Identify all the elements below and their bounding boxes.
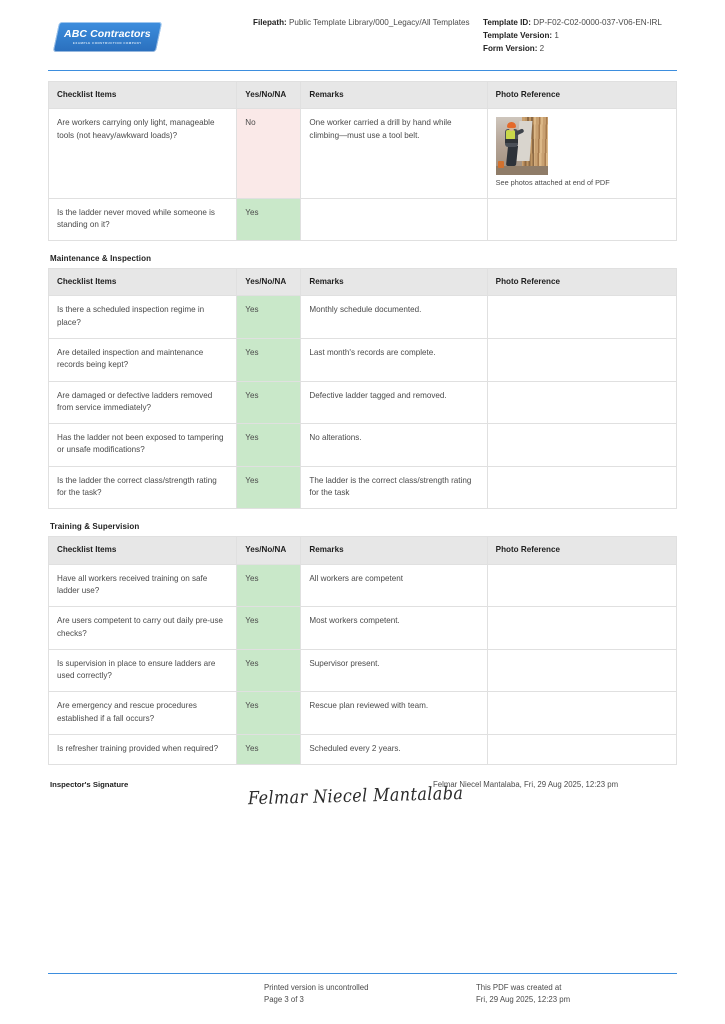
column-header-item: Checklist Items <box>49 82 237 109</box>
column-header-item: Checklist Items <box>49 269 237 296</box>
photo-reference-cell[interactable] <box>487 692 676 735</box>
checklist-item-text: Is there a scheduled inspection regime in place? <box>49 296 237 339</box>
photo-reference-cell[interactable] <box>487 198 676 241</box>
table-header-row <box>49 82 677 109</box>
footer-created-timestamp: Fri, 29 Aug 2025, 12:23 pm <box>476 994 571 1004</box>
column-header-photo: Photo Reference <box>487 537 676 564</box>
page-header <box>0 0 725 62</box>
answer-cell[interactable]: Yes <box>237 466 301 509</box>
table-row <box>49 338 677 381</box>
footer-divider <box>48 973 677 974</box>
form-version-label: Form Version: <box>483 44 538 54</box>
checklist-sections <box>48 81 677 765</box>
column-header-photo: Photo Reference <box>487 269 676 296</box>
remarks-cell[interactable]: Supervisor present. <box>301 649 487 692</box>
remarks-cell[interactable]: The ladder is the correct class/strength rating for the task <box>301 466 487 509</box>
table-row <box>49 296 677 339</box>
logo-company-name: ABC Contractors <box>64 28 151 41</box>
table-row <box>49 735 677 765</box>
signature-label: Inspector's Signature <box>50 780 129 790</box>
table-header-row <box>49 269 677 296</box>
template-id-line <box>483 16 677 29</box>
checklist-item-text: Is the ladder the correct class/strength rating for the task? <box>49 466 237 509</box>
photo-reference-cell[interactable] <box>487 381 676 424</box>
signature-image: Felmar Niecel Mantalaba <box>247 782 464 810</box>
form-version-value: 2 <box>539 44 545 54</box>
remarks-cell[interactable]: Monthly schedule documented. <box>301 296 487 339</box>
header-divider <box>48 70 677 71</box>
footer-right <box>476 982 676 1006</box>
remarks-cell[interactable]: Defective ladder tagged and removed. <box>301 381 487 424</box>
table-row <box>49 381 677 424</box>
column-header-item: Checklist Items <box>49 537 237 564</box>
remarks-cell[interactable]: No alterations. <box>301 424 487 467</box>
checklist-item-text: Is the ladder never moved while someone is standing on it? <box>49 198 237 241</box>
company-logo <box>48 14 253 52</box>
header-filepath <box>253 14 478 29</box>
signature-meta: Felmar Niecel Mantalaba, Fri, 29 Aug 2025, 12:23 pm <box>433 780 619 790</box>
footer-created-label: This PDF was created at <box>476 982 562 992</box>
photo-reference-cell[interactable] <box>487 649 676 692</box>
column-header-remarks: Remarks <box>301 537 487 564</box>
page-footer <box>48 973 677 1006</box>
column-header-remarks: Remarks <box>301 269 487 296</box>
answer-cell[interactable]: Yes <box>237 424 301 467</box>
template-id-label: Template ID: <box>483 18 531 27</box>
photo-reference-cell[interactable] <box>487 296 676 339</box>
section-title: Maintenance & Inspection <box>50 254 152 264</box>
footer-page-number: Page 3 of 3 <box>264 994 304 1004</box>
column-header-answer: Yes/No/NA <box>237 269 301 296</box>
photo-reference-cell[interactable] <box>487 338 676 381</box>
checklist-item-text: Are workers carrying only light, manageable tools (not heavy/awkward loads)? <box>49 109 237 198</box>
document-content <box>0 81 725 826</box>
template-id-value: DP-F02-C02-0000-037-V06-EN-IRL <box>533 18 662 27</box>
remarks-cell[interactable] <box>301 198 487 241</box>
table-row <box>49 466 677 509</box>
header-template-meta <box>478 14 677 55</box>
template-version-label: Template Version: <box>483 31 553 41</box>
photo-reference-cell[interactable] <box>487 564 676 607</box>
checklist-item-text: Is supervision in place to ensure ladders are used correctly? <box>49 649 237 692</box>
photo-reference <box>496 117 668 188</box>
signature-block <box>48 780 677 826</box>
column-header-answer: Yes/No/NA <box>237 82 301 109</box>
table-row <box>49 607 677 650</box>
answer-cell[interactable]: Yes <box>237 381 301 424</box>
answer-cell[interactable]: Yes <box>237 607 301 650</box>
answer-cell[interactable]: Yes <box>237 198 301 241</box>
footer-uncontrolled-note: Printed version is uncontrolled <box>264 982 369 992</box>
checklist-item-text: Are damaged or defective ladders removed from service immediately? <box>49 381 237 424</box>
template-version-value: 1 <box>554 31 559 41</box>
answer-cell[interactable]: Yes <box>237 564 301 607</box>
filepath-label: Filepath: <box>253 18 287 27</box>
photo-reference-cell[interactable] <box>487 466 676 509</box>
answer-cell[interactable]: Yes <box>237 649 301 692</box>
remarks-cell[interactable]: Rescue plan reviewed with team. <box>301 692 487 735</box>
photo-caption: See photos attached at end of PDF <box>495 178 610 188</box>
logo-badge <box>53 22 162 52</box>
table-row <box>49 424 677 467</box>
checklist-table <box>48 268 677 509</box>
filepath-value: Public Template Library/000_Legacy/All Templates <box>288 18 470 27</box>
table-row <box>49 692 677 735</box>
table-row <box>49 109 677 198</box>
remarks-cell[interactable]: Last month's records are complete. <box>301 338 487 381</box>
column-header-photo: Photo Reference <box>487 82 676 109</box>
remarks-cell[interactable]: All workers are competent <box>301 564 487 607</box>
logo-company-subtitle: EXAMPLE CONSTRUCTION COMPANY <box>73 41 142 46</box>
column-header-remarks: Remarks <box>301 82 487 109</box>
remarks-cell[interactable]: Scheduled every 2 years. <box>301 735 487 765</box>
answer-cell[interactable]: Yes <box>237 735 301 765</box>
table-row <box>49 649 677 692</box>
checklist-item-text: Are detailed inspection and maintenance records being kept? <box>49 338 237 381</box>
column-header-answer: Yes/No/NA <box>237 537 301 564</box>
worker-on-ladder-photo[interactable] <box>496 117 548 175</box>
checklist-item-text: Are emergency and rescue procedures established if a fall occurs? <box>49 692 237 735</box>
checklist-item-text: Is refresher training provided when required? <box>49 735 237 765</box>
answer-cell[interactable]: No <box>237 109 301 198</box>
checklist-item-text: Has the ladder not been exposed to tampering or unsafe modifications? <box>49 424 237 467</box>
checklist-item-text: Have all workers received training on safe ladder use? <box>49 564 237 607</box>
answer-cell[interactable]: Yes <box>237 338 301 381</box>
remarks-cell[interactable]: One worker carried a drill by hand while climbing—must use a tool belt. <box>301 109 487 198</box>
template-version-line <box>483 29 677 42</box>
form-version-line <box>483 42 677 55</box>
table-header-row <box>49 537 677 564</box>
photo-reference-cell[interactable] <box>487 109 676 198</box>
table-row <box>49 198 677 241</box>
remarks-cell[interactable]: Most workers competent. <box>301 607 487 650</box>
photo-reference-cell[interactable] <box>487 424 676 467</box>
checklist-table <box>48 81 677 241</box>
answer-cell[interactable]: Yes <box>237 692 301 735</box>
table-row <box>49 564 677 607</box>
checklist-item-text: Are users competent to carry out daily pre-use checks? <box>49 607 237 650</box>
photo-reference-cell[interactable] <box>487 735 676 765</box>
photo-reference-cell[interactable] <box>487 607 676 650</box>
footer-left <box>264 982 476 1006</box>
section-title: Training & Supervision <box>50 522 140 532</box>
answer-cell[interactable]: Yes <box>237 296 301 339</box>
checklist-table <box>48 536 677 765</box>
